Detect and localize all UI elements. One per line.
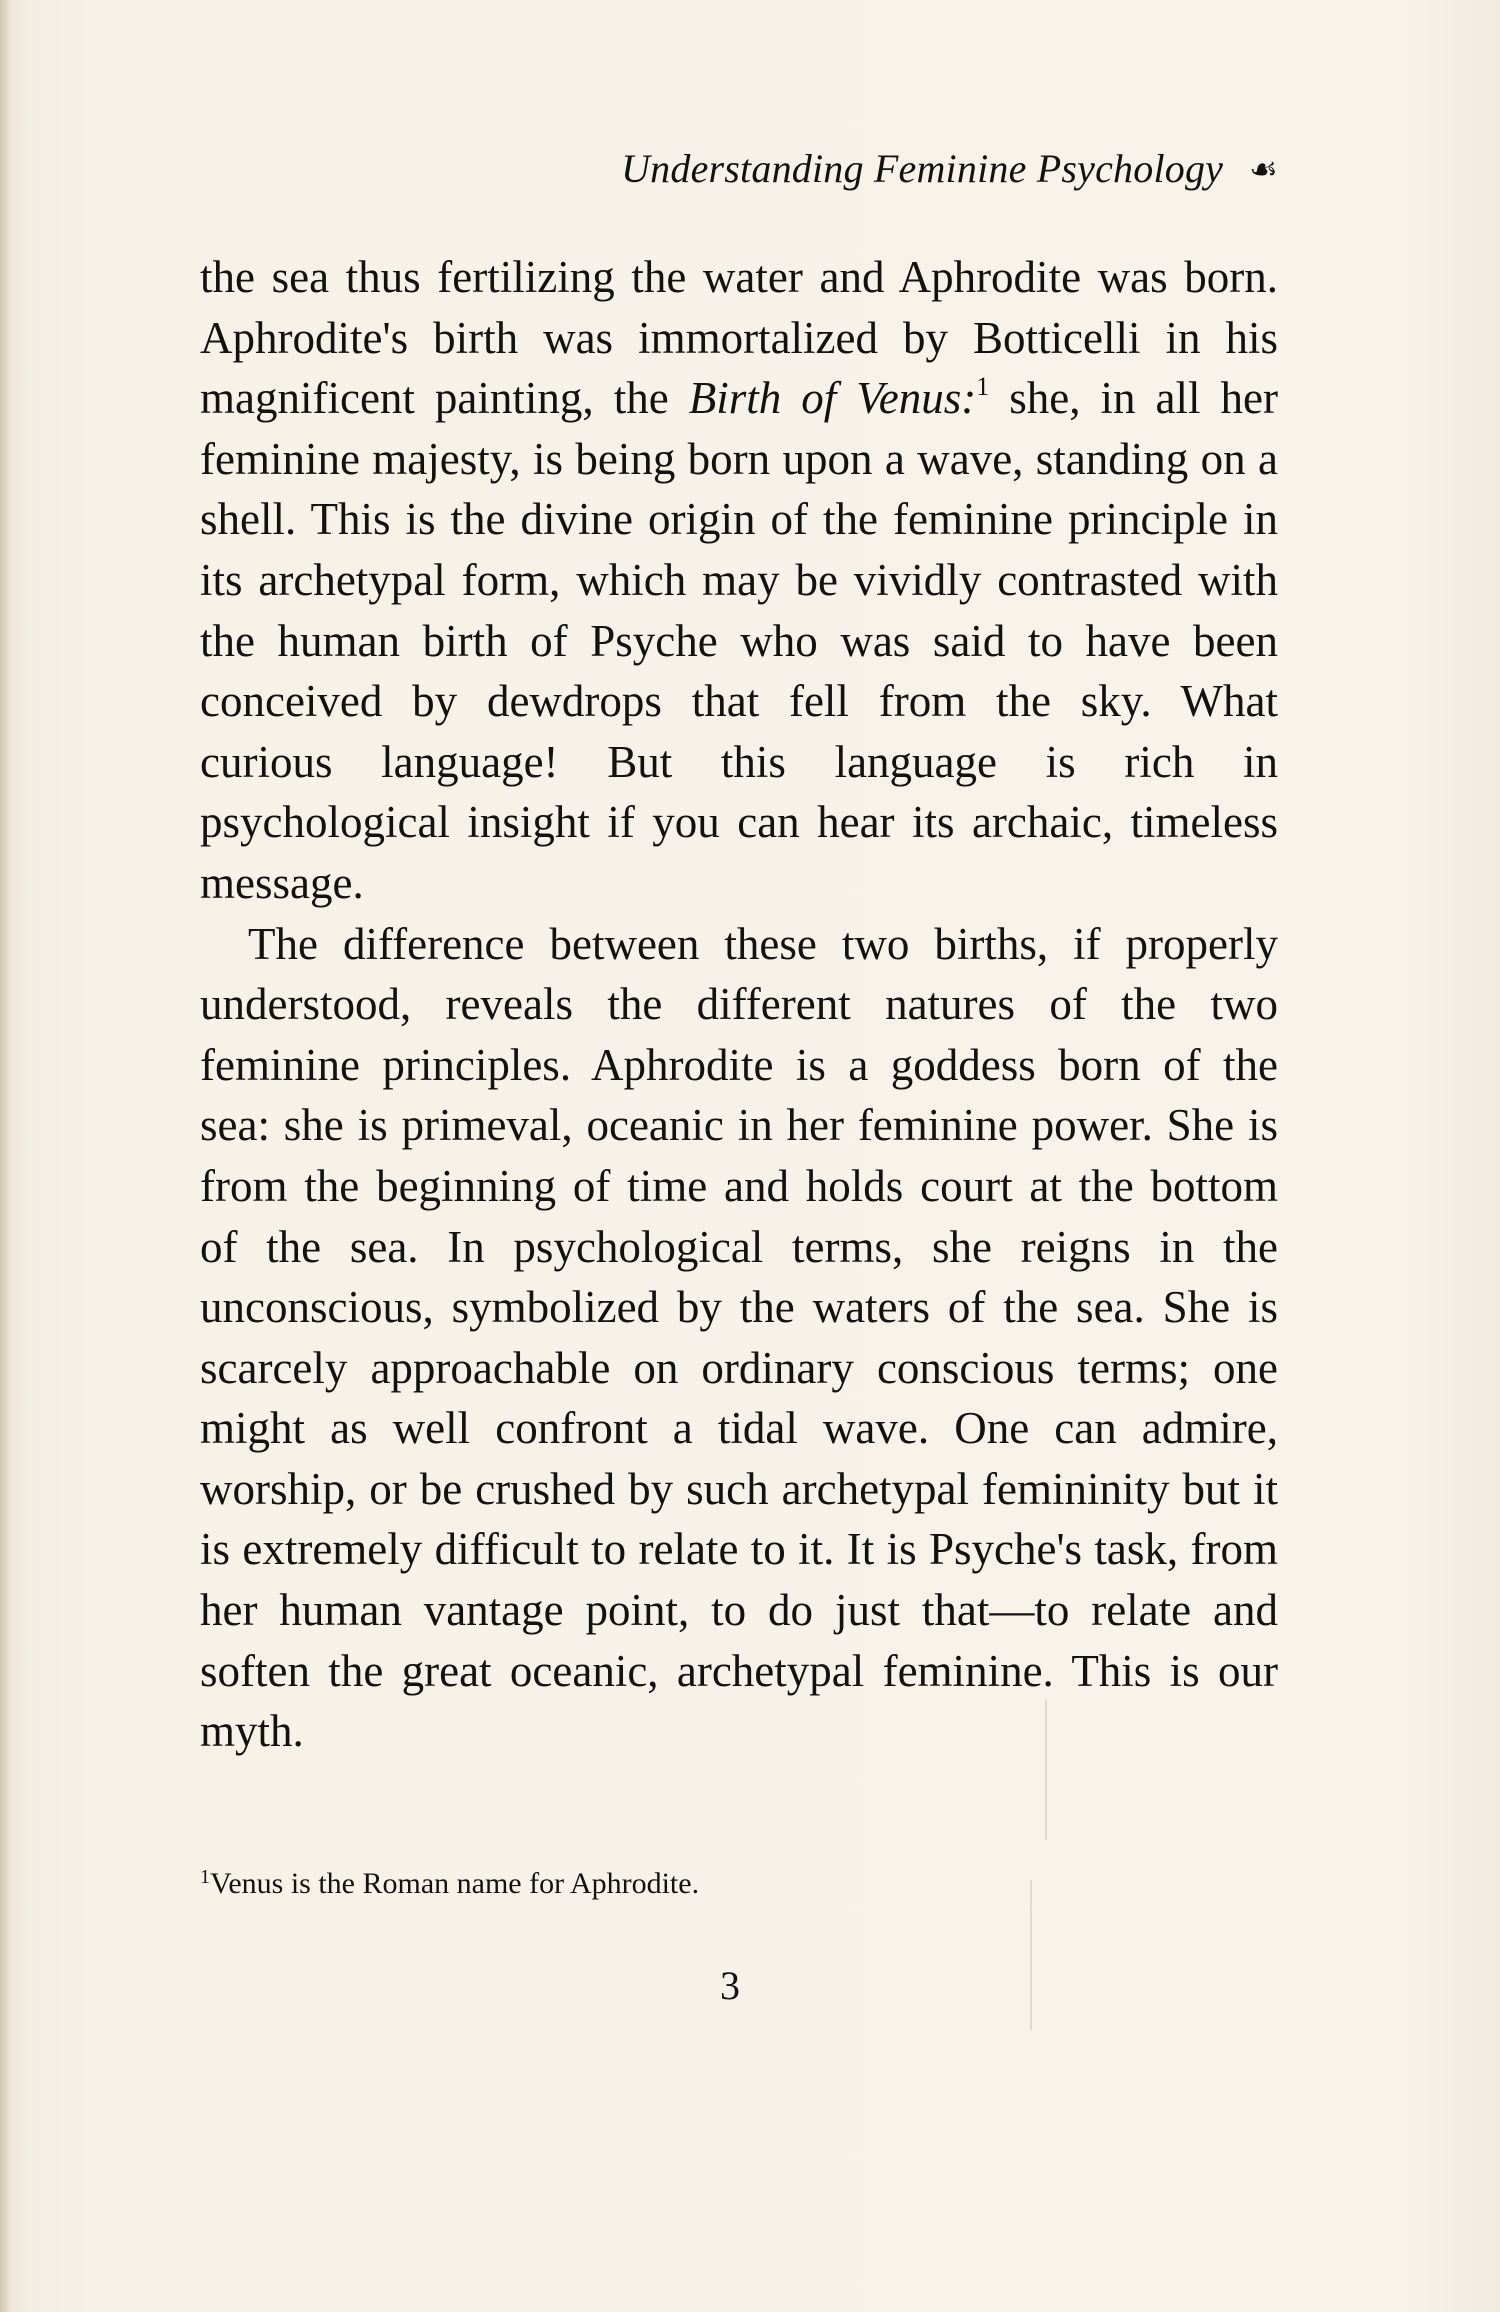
fleuron-ornament-icon: ☙ bbox=[1249, 151, 1278, 187]
running-header bbox=[200, 145, 1278, 192]
paragraph-1-text-a: the sea thus fertilizing the water and Aphrodite was born. Aphrodite's birth was immortalized by Botticelli in his magnificent painting, the bbox=[200, 252, 1278, 424]
body-text bbox=[200, 247, 1278, 1762]
bleed-through-line bbox=[1030, 1880, 1032, 2030]
paragraph-2: The difference between these two births, if properly understood, reveals the different natures of the two feminine principles. Aphrodite is a goddess born of the sea: she is primeval, oceanic in her feminine power. She is from the beginning of time and holds court at the bottom of the sea. In psychological terms, she reigns in the unconscious, symbolized by the waters of the sea. She is scarcely approachable on ordinary conscious terms; one might as well confront a tidal wave. One can admire, worship, or be crushed by such archetypal femininity but it is extremely difficult to relate to it. It is Psyche's task, from her human vantage point, to do just that—to relate and soften the great oceanic, archetypal feminine. This is our myth. bbox=[200, 918, 1278, 1757]
page-number: 3 bbox=[720, 1963, 740, 2008]
spine-shadow bbox=[0, 0, 10, 2312]
paragraph-1-text-b: she, in all her feminine majesty, is being born upon a wave, standing on a shell. This is the divine origin of the feminine principle in its archetypal form, which may be vividly contrasted with the human birth of Psyche who was said to have been conceived by dewdrops that fell from the sky. What curious language! But this language is rich in psychological insight if you can hear its archaic, timeless message. bbox=[200, 373, 1278, 908]
paragraph-1 bbox=[200, 247, 1278, 914]
footnote-reference: 1 bbox=[976, 372, 990, 402]
running-header-title: Understanding Feminine Psychology bbox=[621, 146, 1224, 191]
footnote-marker: 1 bbox=[200, 1866, 210, 1888]
footnote-text: Venus is the Roman name for Aphrodite. bbox=[210, 1867, 700, 1900]
painting-title: Birth of Venus: bbox=[688, 373, 977, 424]
footnote bbox=[200, 1867, 1278, 1901]
